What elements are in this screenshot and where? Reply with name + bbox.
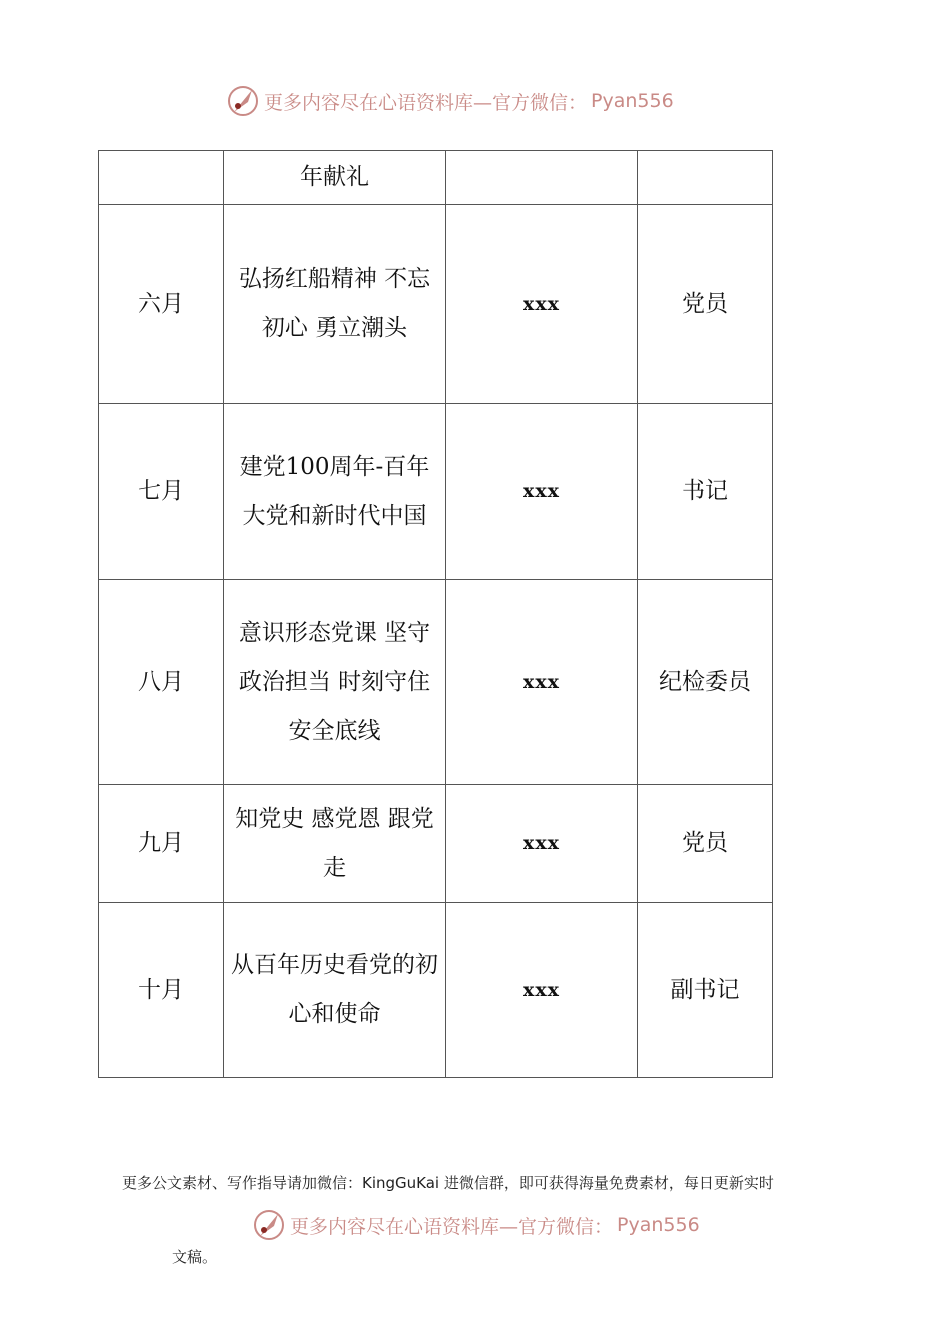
speaker-cell: xxx: [446, 785, 638, 903]
audience-cell: 副书记: [638, 903, 773, 1078]
quill-logo-icon: [252, 1208, 286, 1242]
month-cell: 八月: [99, 580, 224, 785]
topic-cell: 意识形态党课 坚守政治担当 时刻守住安全底线: [224, 580, 446, 785]
topic-cell: 弘扬红船精神 不忘初心 勇立潮头: [224, 205, 446, 404]
footer-promo-text: 更多公文素材、写作指导请加微信：KingGuKai 进微信群，即可获得海量免费素材，每日更新实时: [122, 1174, 774, 1192]
audience-cell: 书记: [638, 404, 773, 580]
month-cell: 十月: [99, 903, 224, 1078]
footer-promo-text-end: 文稿。: [172, 1248, 218, 1266]
audience-cell: 党员: [638, 785, 773, 903]
quill-logo-icon: [226, 84, 260, 118]
speaker-cell: xxx: [446, 404, 638, 580]
watermark-text: 更多内容尽在心语资料库—官方微信：: [290, 1215, 614, 1238]
topic-cell: 知党史 感党恩 跟党走: [224, 785, 446, 903]
month-cell: 七月: [99, 404, 224, 580]
table-row: [99, 580, 773, 785]
watermark-text: 更多内容尽在心语资料库—官方微信：: [264, 91, 588, 114]
month-cell: 六月: [99, 205, 224, 404]
topic-cell: 从百年历史看党的初心和使命: [224, 903, 446, 1078]
audience-cell: 纪检委员: [638, 580, 773, 785]
party-lecture-schedule-table: [98, 150, 773, 1078]
table-row: [99, 151, 773, 205]
table-row: [99, 205, 773, 404]
table-row: [99, 903, 773, 1078]
speaker-cell: xxx: [446, 205, 638, 404]
watermark-id: Pyan556: [591, 90, 674, 112]
month-cell: [99, 151, 224, 205]
table-row: [99, 785, 773, 903]
topic-cell: 年献礼: [224, 151, 446, 205]
footer-watermark: [252, 1208, 700, 1242]
audience-cell: [638, 151, 773, 205]
speaker-cell: [446, 151, 638, 205]
topic-cell: 建党100周年-百年大党和新时代中国: [224, 404, 446, 580]
month-cell: 九月: [99, 785, 224, 903]
header-watermark: [226, 84, 674, 118]
table-row: [99, 404, 773, 580]
speaker-cell: xxx: [446, 903, 638, 1078]
watermark-id: Pyan556: [617, 1214, 700, 1236]
audience-cell: 党员: [638, 205, 773, 404]
speaker-cell: xxx: [446, 580, 638, 785]
